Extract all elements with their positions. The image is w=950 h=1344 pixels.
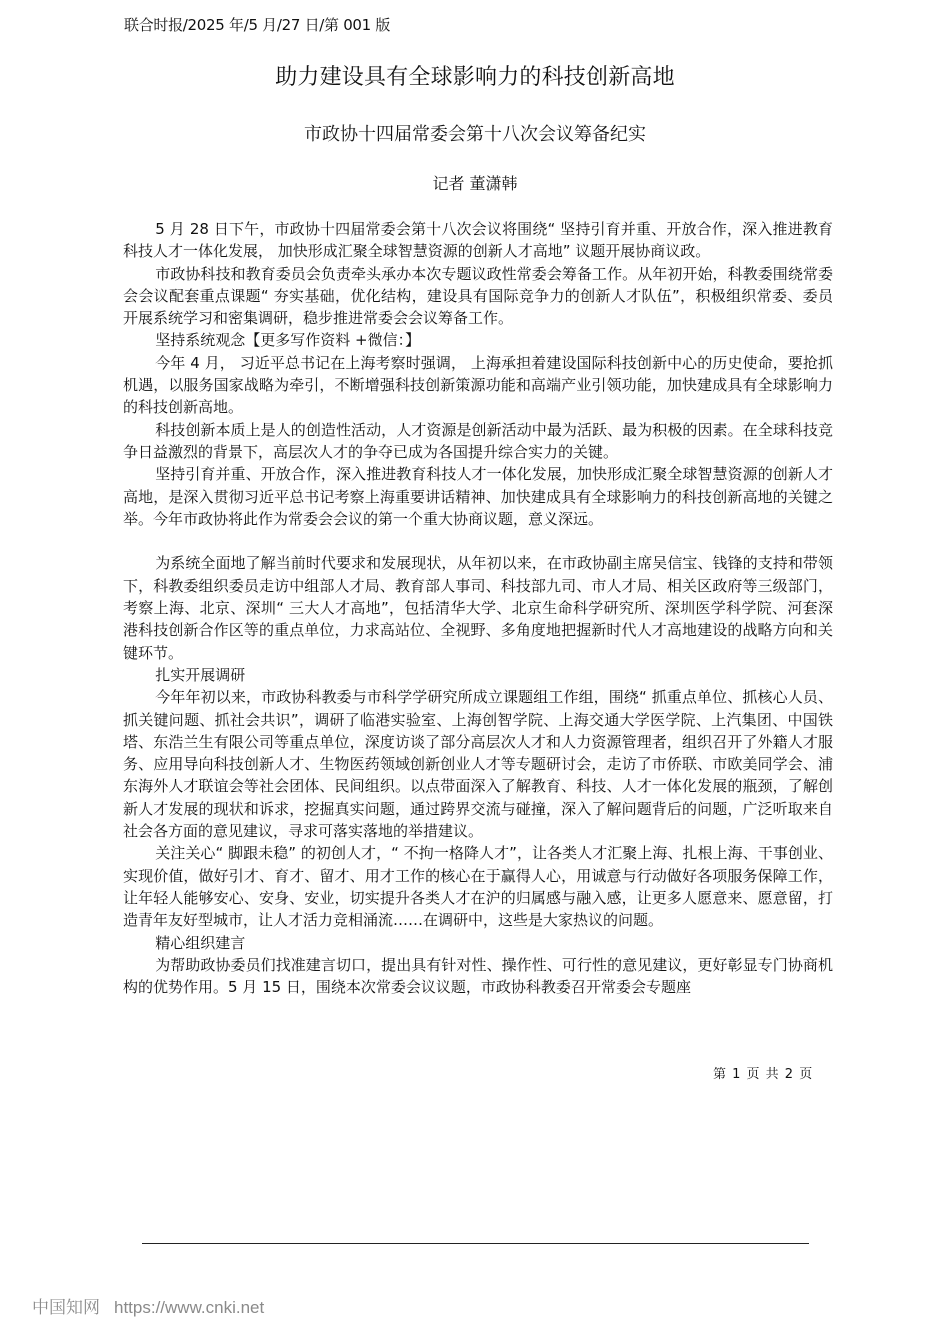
blank-line (123, 530, 833, 552)
section-heading: 精心组织建言 (155, 933, 246, 952)
footer-divider (142, 1243, 809, 1244)
article-title: 助力建设具有全球影响力的科技创新高地 (275, 65, 675, 90)
paragraph: 为系统全面地了解当前时代要求和发展现状，从年初以来，在市政协副主席吴信宝、钱锋的支持和带领下，科教委组织委员走访中组部人才局、教育部人事司、科技部九司、市人才局、相关区政府等三级部门，考察上海、北京、深圳“ 三大人才高地”，包括清华大学、北京生命科学研究所、深圳医学科学院、河套深港科技创新合作区等的重点单位，力求高站位、全视野、多角度地把握新时代人才高地建设的战略方向和关键环节。 (123, 554, 833, 662)
paragraph: 坚持引育并重、开放合作，深入推进教育科技人才一体化发展，加快形成汇聚全球智慧资源的创新人才高地，是深入贯彻习近平总书记考察上海重要讲话精神、加快建成具有全球影响力的科技创新高地的关键之举。今年市政协将此作为常委会会议的第一个重大协商议题，意义深远。 (123, 465, 833, 528)
footer-watermark (32, 1293, 264, 1318)
paragraph: 今年年初以来，市政协科教委与市科学学研究所成立课题组工作组，围绕“ 抓重点单位、抓核心人员、抓关键问题、抓社会共识”，调研了临港实验室、上海创智学院、上海交通大学医学院、上汽集团、中国铁塔、东浩兰生有限公司等重点单位，深度访谈了部分高层次人才和人力资源管理者，组织召开了外籍人才服务、应用导向科技创新人才、生物医药领域创新创业人才等专题研讨会，走访了市侨联、市欧美同学会、浦东海外人才联谊会等社会团体、民间组织。以点带面深入了解教育、科技、人才一体化发展的瓶颈，了解创新人才发展的现状和诉求，挖掘真实问题，通过跨界交流与碰撞，深入了解问题背后的问题，广泛听取来自社会各方面的意见建议，寻求可落实落地的举措建议。 (123, 688, 833, 841)
paragraph: 科技创新本质上是人的创造性活动，人才资源是创新活动中最为活跃、最为积极的因素。在全球科技竞争日益激烈的背景下，高层次人才的争夺已成为各国提升综合实力的关键。 (123, 420, 833, 461)
section-heading: 扎实开展调研 (155, 665, 246, 684)
article-subtitle: 市政协十四届常委会第十八次会议筹备纪实 (304, 124, 646, 145)
article-author: 记者 董潇韩 (432, 174, 518, 193)
page-number: 第 1 页 共 2 页 (713, 1067, 814, 1082)
paragraph: 5 月 28 日下午，市政协十四届常委会第十八次会议将围绕“ 坚持引育并重、开放合作，深入推进教育科技人才一体化发展， 加快形成汇聚全球智慧资源的创新人才高地” 议题开展协商议政。 (123, 220, 833, 261)
footer-brand: 中国知网 (32, 1298, 100, 1317)
article-body (123, 218, 833, 998)
paragraph: 市政协科技和教育委员会负责牵头承办本次专题议政性常委会筹备工作。从年初开始，科教委围绕常委会会议配套重点课题“ 夯实基础，优化结构，建设具有国际竞争力的创新人才队伍”，积极组织常委、委员开展系统学习和密集调研，稳步推进常委会会议筹备工作。 (123, 264, 833, 328)
paragraph: 关注关心“ 脚跟未稳” 的初创人才，“ 不拘一格降人才”，让各类人才汇聚上海、扎根上海、干事创业、实现价值，做好引才、育才、留才、用才工作的核心在于赢得人心，用诚意与行动做好各项服务保障工作，让年轻人能够安心、安身、安业，切实提升各类人才在沪的归属感与融入感，让更多人愿意来、愿意留，打造青年友好型城市，让人才活力竞相涌流……在调研中，这些是大家热议的问题。 (123, 844, 833, 930)
paragraph: 今年 4 月， 习近平总书记在上海考察时强调， 上海承担着建设国际科技创新中心的历史使命，要抢抓机遇，以服务国家战略为牵引，不断增强科技创新策源功能和高端产业引领功能，加快建成具有全球影响力的科技创新高地。 (123, 353, 833, 417)
source-line: 联合时报/2025 年/5 月/27 日/第 001 版 (124, 16, 391, 34)
footer-url[interactable]: https://www.cnki.net (114, 1298, 265, 1317)
paragraph: 为帮助政协委员们找准建言切口，提出具有针对性、操作性、可行性的意见建议，更好彰显专门协商机构的优势作用。5 月 15 日，围绕本次常委会议议题，市政协科教委召开常委会专题座 (123, 955, 833, 997)
section-heading: 坚持系统观念【更多写作资料 +微信：】 (155, 331, 421, 350)
